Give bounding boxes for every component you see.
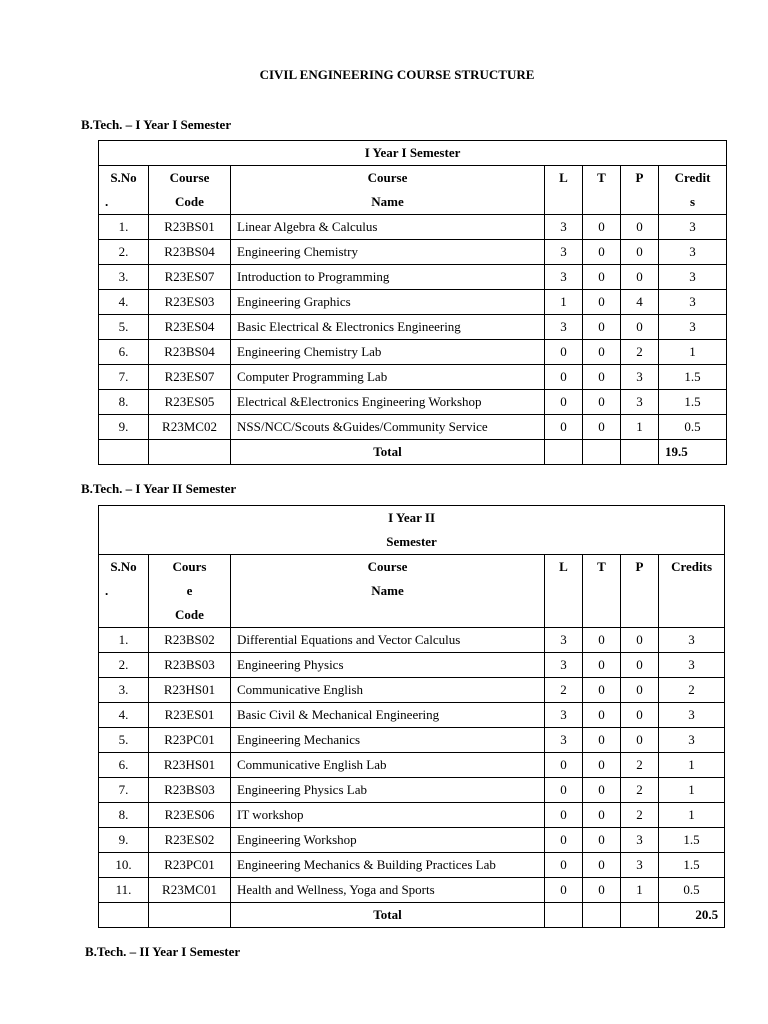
row-course-code: R23BS03 (149, 778, 231, 803)
row-l: 3 (545, 240, 583, 265)
row-course-code: R23ES05 (149, 390, 231, 415)
row-sno: 6. (99, 753, 149, 778)
row-l: 3 (545, 653, 583, 678)
table-title-row (99, 141, 727, 166)
row-sno: 4. (99, 703, 149, 728)
row-course-name: Communicative English Lab (231, 753, 545, 778)
table-row (99, 653, 725, 678)
row-course-code: R23PC01 (149, 853, 231, 878)
semester-2-heading: B.Tech. – I Year II Semester (81, 481, 237, 496)
header-sno: S.No . (99, 555, 149, 628)
row-course-code: R23ES06 (149, 803, 231, 828)
row-t: 0 (583, 878, 621, 903)
total-row (99, 440, 727, 465)
row-course-name: Engineering Mechanics & Building Practices Lab (231, 853, 545, 878)
row-p: 4 (621, 290, 659, 315)
table-row (99, 215, 727, 240)
row-course-code: R23HS01 (149, 753, 231, 778)
table-row (99, 265, 727, 290)
total-credits: 20.5 (659, 903, 725, 928)
row-l: 0 (545, 753, 583, 778)
row-p: 0 (621, 240, 659, 265)
row-credits: 1.5 (659, 828, 725, 853)
document-title: CIVIL ENGINEERING COURSE STRUCTURE (259, 67, 535, 82)
header-l: L (545, 555, 583, 628)
total-credits: 19.5 (659, 440, 727, 465)
table-row (99, 678, 725, 703)
row-sno: 11. (99, 878, 149, 903)
semester-1-heading: B.Tech. – I Year I Semester (81, 117, 232, 132)
row-t: 0 (583, 728, 621, 753)
row-course-code: R23ES01 (149, 703, 231, 728)
row-p: 1 (621, 415, 659, 440)
row-sno: 9. (99, 828, 149, 853)
row-course-name: Electrical &Electronics Engineering Workshop (231, 390, 545, 415)
header-sno: S.No . (99, 166, 149, 215)
row-course-code: R23BS04 (149, 340, 231, 365)
row-sno: 3. (99, 265, 149, 290)
row-sno: 2. (99, 653, 149, 678)
row-course-code: R23PC01 (149, 728, 231, 753)
row-course-code: R23BS04 (149, 240, 231, 265)
row-credits: 2 (659, 678, 725, 703)
row-l: 1 (545, 290, 583, 315)
row-sno: 2. (99, 240, 149, 265)
row-credits: 1.5 (659, 365, 727, 390)
row-p: 3 (621, 390, 659, 415)
row-l: 0 (545, 365, 583, 390)
row-p: 3 (621, 365, 659, 390)
header-course-code: Course Code (149, 166, 231, 215)
row-credits: 1 (659, 778, 725, 803)
row-sno: 3. (99, 678, 149, 703)
row-credits: 3 (659, 265, 727, 290)
row-t: 0 (583, 628, 621, 653)
row-l: 3 (545, 628, 583, 653)
table-header-row (99, 555, 725, 628)
table-row (99, 828, 725, 853)
row-course-code: R23BS02 (149, 628, 231, 653)
row-l: 0 (545, 415, 583, 440)
row-course-name: Engineering Chemistry (231, 240, 545, 265)
row-t: 0 (583, 265, 621, 290)
semester-3-heading: B.Tech. – II Year I Semester (85, 944, 241, 959)
table-row (99, 415, 727, 440)
row-credits: 3 (659, 315, 727, 340)
row-course-name: Engineering Graphics (231, 290, 545, 315)
table-row (99, 365, 727, 390)
row-p: 0 (621, 315, 659, 340)
row-course-code: R23MC02 (149, 415, 231, 440)
row-course-name: Engineering Mechanics (231, 728, 545, 753)
row-course-name: NSS/NCC/Scouts &Guides/Community Service (231, 415, 545, 440)
header-l: L (545, 166, 583, 215)
row-sno: 5. (99, 728, 149, 753)
table-row (99, 240, 727, 265)
row-t: 0 (583, 803, 621, 828)
row-l: 3 (545, 215, 583, 240)
row-l: 0 (545, 853, 583, 878)
row-course-code: R23ES04 (149, 315, 231, 340)
row-l: 0 (545, 878, 583, 903)
row-sno: 7. (99, 365, 149, 390)
row-credits: 1 (659, 340, 727, 365)
row-p: 0 (621, 728, 659, 753)
row-course-code: R23ES07 (149, 365, 231, 390)
row-t: 0 (583, 365, 621, 390)
row-course-name: Differential Equations and Vector Calculus (231, 628, 545, 653)
row-p: 3 (621, 853, 659, 878)
table-row (99, 853, 725, 878)
row-course-name: Basic Civil & Mechanical Engineering (231, 703, 545, 728)
row-t: 0 (583, 340, 621, 365)
row-p: 2 (621, 753, 659, 778)
table-header-row (99, 166, 727, 215)
header-p: P (621, 166, 659, 215)
table-row (99, 703, 725, 728)
header-course-name: Course Name (231, 166, 545, 215)
row-t: 0 (583, 415, 621, 440)
row-credits: 3 (659, 628, 725, 653)
row-l: 0 (545, 828, 583, 853)
row-sno: 4. (99, 290, 149, 315)
row-course-code: R23MC01 (149, 878, 231, 903)
row-l: 0 (545, 778, 583, 803)
table-row (99, 753, 725, 778)
row-course-name: Engineering Workshop (231, 828, 545, 853)
row-credits: 3 (659, 728, 725, 753)
row-course-name: Engineering Chemistry Lab (231, 340, 545, 365)
row-course-name: Basic Electrical & Electronics Engineering (231, 315, 545, 340)
semester-2-table (98, 505, 725, 928)
row-course-code: R23ES02 (149, 828, 231, 853)
row-l: 3 (545, 265, 583, 290)
row-t: 0 (583, 778, 621, 803)
header-credits: Credit s (659, 166, 727, 215)
row-credits: 0.5 (659, 415, 727, 440)
row-t: 0 (583, 828, 621, 853)
row-l: 3 (545, 315, 583, 340)
header-t: T (583, 166, 621, 215)
row-credits: 0.5 (659, 878, 725, 903)
row-p: 0 (621, 678, 659, 703)
row-l: 3 (545, 703, 583, 728)
row-credits: 3 (659, 240, 727, 265)
row-course-name: Introduction to Programming (231, 265, 545, 290)
semester-1-table (98, 140, 727, 465)
row-credits: 1.5 (659, 390, 727, 415)
header-course-code: Cours e Code (149, 555, 231, 628)
row-t: 0 (583, 653, 621, 678)
row-sno: 10. (99, 853, 149, 878)
row-credits: 3 (659, 653, 725, 678)
row-course-name: Communicative English (231, 678, 545, 703)
row-p: 2 (621, 340, 659, 365)
row-credits: 1.5 (659, 853, 725, 878)
row-sno: 5. (99, 315, 149, 340)
row-t: 0 (583, 390, 621, 415)
table-row (99, 878, 725, 903)
row-p: 0 (621, 703, 659, 728)
row-t: 0 (583, 215, 621, 240)
table-row (99, 390, 727, 415)
row-course-code: R23ES07 (149, 265, 231, 290)
table-title-row (99, 506, 725, 555)
row-l: 0 (545, 390, 583, 415)
row-sno: 7. (99, 778, 149, 803)
row-p: 1 (621, 878, 659, 903)
table-row (99, 728, 725, 753)
header-p: P (621, 555, 659, 628)
row-course-name: Engineering Physics (231, 653, 545, 678)
row-sno: 1. (99, 628, 149, 653)
row-course-code: R23BS03 (149, 653, 231, 678)
row-t: 0 (583, 853, 621, 878)
header-course-name: Course Name (231, 555, 545, 628)
row-course-name: IT workshop (231, 803, 545, 828)
row-credits: 3 (659, 215, 727, 240)
row-l: 0 (545, 803, 583, 828)
table-row (99, 315, 727, 340)
row-course-code: R23BS01 (149, 215, 231, 240)
row-course-code: R23ES03 (149, 290, 231, 315)
row-p: 2 (621, 778, 659, 803)
total-row (99, 903, 725, 928)
row-credits: 1 (659, 753, 725, 778)
row-p: 2 (621, 803, 659, 828)
table-title: I Year II Semester (99, 506, 725, 555)
row-l: 0 (545, 340, 583, 365)
row-sno: 8. (99, 390, 149, 415)
row-course-name: Engineering Physics Lab (231, 778, 545, 803)
total-label: Total (231, 903, 545, 928)
row-p: 0 (621, 215, 659, 240)
table-row (99, 628, 725, 653)
row-t: 0 (583, 753, 621, 778)
row-course-name: Health and Wellness, Yoga and Sports (231, 878, 545, 903)
table-title: I Year I Semester (99, 141, 727, 166)
row-t: 0 (583, 315, 621, 340)
row-credits: 1 (659, 803, 725, 828)
row-l: 3 (545, 728, 583, 753)
table-row (99, 778, 725, 803)
header-credits: Credits (659, 555, 725, 628)
table-row (99, 290, 727, 315)
row-credits: 3 (659, 290, 727, 315)
table-row (99, 340, 727, 365)
row-sno: 6. (99, 340, 149, 365)
row-p: 0 (621, 628, 659, 653)
row-t: 0 (583, 678, 621, 703)
row-l: 2 (545, 678, 583, 703)
header-t: T (583, 555, 621, 628)
row-course-code: R23HS01 (149, 678, 231, 703)
total-label: Total (231, 440, 545, 465)
row-credits: 3 (659, 703, 725, 728)
table-row (99, 803, 725, 828)
row-t: 0 (583, 703, 621, 728)
row-p: 0 (621, 265, 659, 290)
row-course-name: Linear Algebra & Calculus (231, 215, 545, 240)
row-sno: 1. (99, 215, 149, 240)
row-course-name: Computer Programming Lab (231, 365, 545, 390)
row-sno: 8. (99, 803, 149, 828)
row-t: 0 (583, 290, 621, 315)
row-p: 0 (621, 653, 659, 678)
row-sno: 9. (99, 415, 149, 440)
row-t: 0 (583, 240, 621, 265)
row-p: 3 (621, 828, 659, 853)
